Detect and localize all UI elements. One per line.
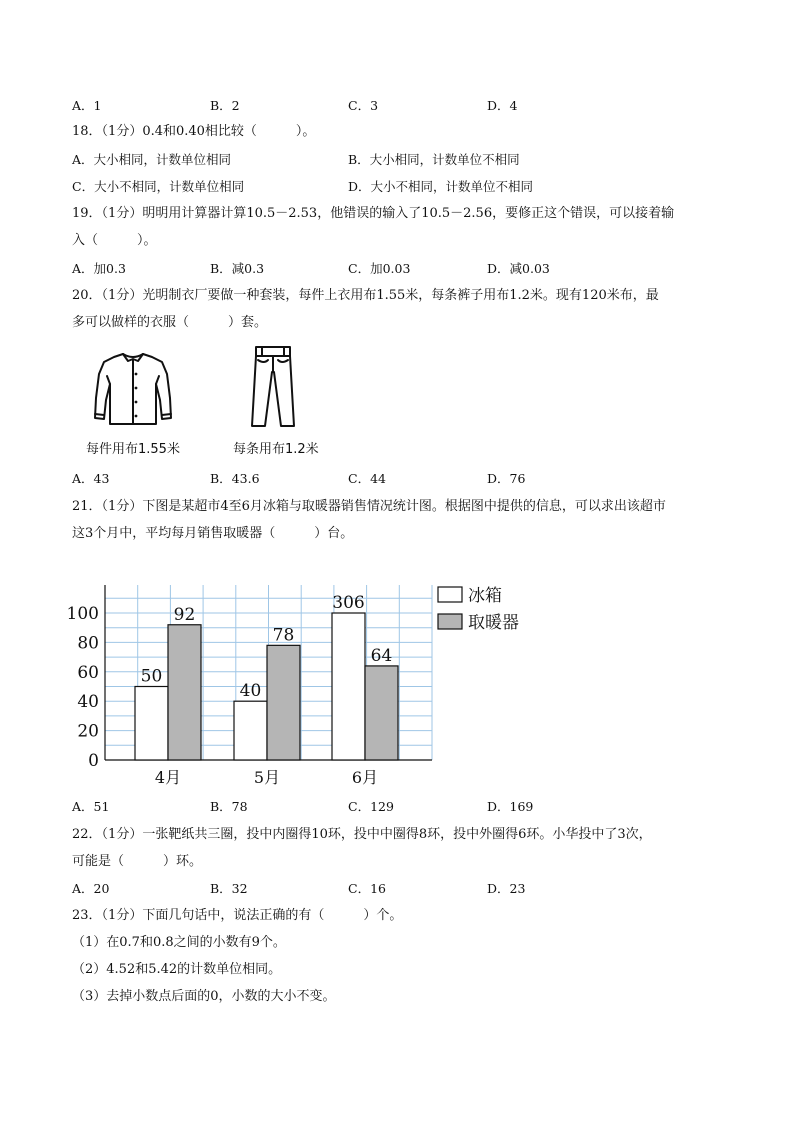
bar-取暖器-5月: [267, 645, 300, 760]
q23-statement-3: （3）去掉小数点后面的0，小数的大小不变。: [72, 989, 336, 1004]
q21-stem-line2: 这3个月中，平均每月销售取暖器（ ）台。: [72, 526, 354, 541]
q22-option-a[interactable]: A．20: [72, 881, 110, 896]
x-tick-label: 6月: [351, 768, 379, 787]
data-label: 306: [332, 593, 365, 613]
q20-option-a[interactable]: A．43: [72, 471, 110, 486]
pants-caption: 每条用布1.2米: [233, 442, 319, 457]
y-tick-label: 20: [77, 721, 99, 742]
bar-取暖器-6月: [365, 666, 398, 760]
q19-option-a[interactable]: A．加0.3: [72, 261, 126, 276]
x-tick-label: 5月: [253, 768, 281, 787]
q22-stem-line2: 可能是（ ）环。: [72, 854, 203, 869]
y-tick-label: 0: [88, 751, 99, 771]
bar-冰箱-5月: [234, 701, 267, 760]
y-tick-label: 100: [66, 604, 99, 624]
legend-label: 冰箱: [468, 586, 502, 606]
y-tick-label: 80: [77, 633, 99, 654]
q22-stem-line1: 22．（1分）一张靶纸共三圈，投中内圈得10环，投中中圈得8环，投中外圈得6环。小华投中了3次，: [72, 827, 652, 842]
q17-option-c[interactable]: C．3: [348, 98, 379, 113]
q21-stem-line1: 21．（1分）下图是某超市4至6月冰箱与取暖器销售情况统计图。根据图中提供的信息，可以求出该超市: [72, 499, 666, 514]
q18-option-d[interactable]: D．大小不相同，计数单位不相同: [348, 179, 534, 194]
bar-冰箱-6月: [332, 613, 365, 760]
q21-option-c[interactable]: C．129: [348, 799, 394, 814]
q22-option-b[interactable]: B．32: [210, 881, 248, 896]
q18-stem: 18．（1分）0.4和0.40相比较（ ）。: [72, 124, 316, 139]
sales-bar-chart: [60, 575, 540, 795]
q17-option-d[interactable]: D．4: [487, 98, 518, 113]
q19-option-b[interactable]: B．减0.3: [210, 261, 265, 276]
q19-stem-line2: 入（ ）。: [72, 233, 157, 248]
y-tick-label: 40: [77, 692, 99, 713]
q23-statement-2: （2）4.52和5.42的计数单位相同。: [72, 962, 282, 977]
legend-label: 取暖器: [468, 613, 519, 633]
bar-冰箱-4月: [135, 687, 168, 761]
y-tick-label: 60: [77, 662, 99, 683]
q18-option-b[interactable]: B．大小相同，计数单位不相同: [348, 152, 520, 167]
q19-stem-line1: 19．（1分）明明用计算器计算10.5－2.53，他错误的输入了10.5－2.56，要修正这个错误，可以接着输: [72, 206, 675, 221]
bar-取暖器-4月: [168, 625, 201, 760]
q19-option-d[interactable]: D．减0.03: [487, 261, 550, 276]
q21-option-a[interactable]: A．51: [72, 799, 110, 814]
pants-icon: [248, 344, 298, 430]
q21-option-d[interactable]: D．169: [487, 799, 534, 814]
q19-option-c[interactable]: C．加0.03: [348, 261, 411, 276]
x-tick-label: 4月: [154, 768, 182, 787]
q20-option-d[interactable]: D．76: [487, 471, 526, 486]
q20-stem-line1: 20．（1分）光明制衣厂要做一种套装，每件上衣用布1.55米，每条裤子用布1.2米。现有120米布，最: [72, 288, 659, 303]
data-label: 92: [173, 604, 196, 625]
q21-option-b[interactable]: B．78: [210, 799, 248, 814]
q20-option-c[interactable]: C．44: [348, 471, 386, 486]
data-label: 78: [272, 625, 295, 646]
legend-swatch: [438, 614, 462, 629]
q18-option-c[interactable]: C．大小不相同，计数单位相同: [72, 179, 245, 194]
q23-stem: 23．（1分）下面几句话中，说法正确的有（ ）个。: [72, 908, 403, 923]
data-label: 50: [140, 666, 163, 687]
data-label: 40: [239, 681, 262, 702]
q23-statement-1: （1）在0.7和0.8之间的小数有9个。: [72, 935, 286, 950]
q17-option-a[interactable]: A．1: [72, 98, 102, 113]
data-label: 64: [370, 645, 393, 666]
q22-option-c[interactable]: C．16: [348, 881, 386, 896]
q17-option-b[interactable]: B．2: [210, 98, 240, 113]
legend-swatch: [438, 587, 462, 602]
q18-option-a[interactable]: A．大小相同，计数单位相同: [72, 152, 232, 167]
shirt-icon: [92, 350, 174, 430]
q22-option-d[interactable]: D．23: [487, 881, 526, 896]
q20-stem-line2: 多可以做样的衣服（ ）套。: [72, 315, 268, 330]
shirt-caption: 每件用布1.55米: [86, 442, 180, 457]
q20-option-b[interactable]: B．43.6: [210, 471, 260, 486]
